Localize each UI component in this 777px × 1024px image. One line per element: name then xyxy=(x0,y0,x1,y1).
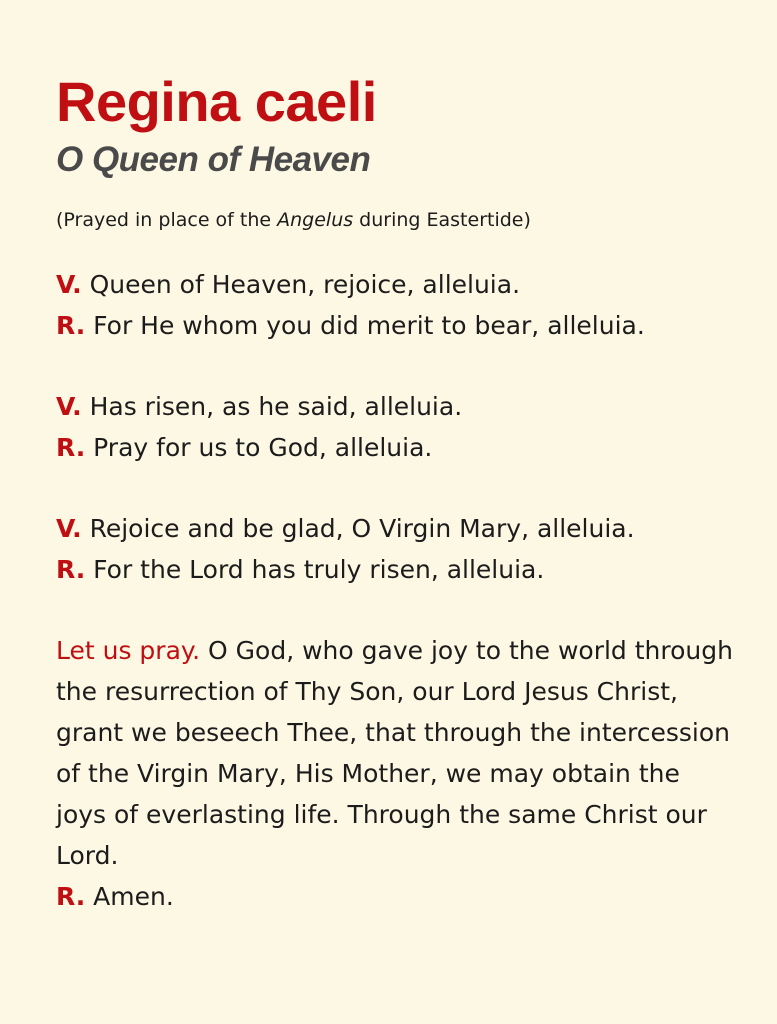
response-line xyxy=(56,549,737,590)
response-marker: R. xyxy=(56,555,86,584)
response-text: For He whom you did merit to bear, alleluia. xyxy=(93,311,645,340)
page-title: Regina caeli xyxy=(56,70,377,133)
response-marker: R. xyxy=(56,311,86,340)
versicle-text: Rejoice and be glad, O Virgin Mary, alleluia. xyxy=(89,514,635,543)
stanza-1 xyxy=(56,264,737,346)
stanza-2 xyxy=(56,386,737,468)
response-line xyxy=(56,305,737,346)
usage-note xyxy=(56,207,737,233)
versicle-line xyxy=(56,264,737,305)
closing-prayer xyxy=(56,630,736,917)
versicle-line xyxy=(56,386,737,427)
response-text: For the Lord has truly risen, alleluia. xyxy=(93,555,545,584)
prayer-intro: Let us pray. xyxy=(56,636,201,665)
prayer-text: O God, who gave joy to the world through the resurrection of Thy Son, our Lord Jesus Christ, grant we beseech Thee, that through the intercession of the Virgin Mary, His Mother, we may obtain the joys of everlasting life. Through the same Christ our Lord. xyxy=(56,636,733,870)
response-text: Pray for us to God, alleluia. xyxy=(93,433,433,462)
response-marker: R. xyxy=(56,433,86,462)
versicle-text: Has risen, as he said, alleluia. xyxy=(89,392,463,421)
stanza-3 xyxy=(56,508,737,590)
usage-note-suffix: during Eastertide) xyxy=(353,209,531,231)
usage-note-emphasis: Angelus xyxy=(277,209,354,231)
versicle-marker: V. xyxy=(56,392,82,421)
versicle-marker: V. xyxy=(56,514,82,543)
response-line xyxy=(56,427,737,468)
amen-line xyxy=(56,876,736,917)
versicle-line xyxy=(56,508,737,549)
versicle-text: Queen of Heaven, rejoice, alleluia. xyxy=(89,270,521,299)
usage-note-prefix: (Prayed in place of the xyxy=(56,209,278,231)
page-subtitle: O Queen of Heaven xyxy=(56,140,371,179)
versicle-marker: V. xyxy=(56,270,82,299)
response-marker: R. xyxy=(56,882,86,911)
amen-text: Amen. xyxy=(93,882,174,911)
